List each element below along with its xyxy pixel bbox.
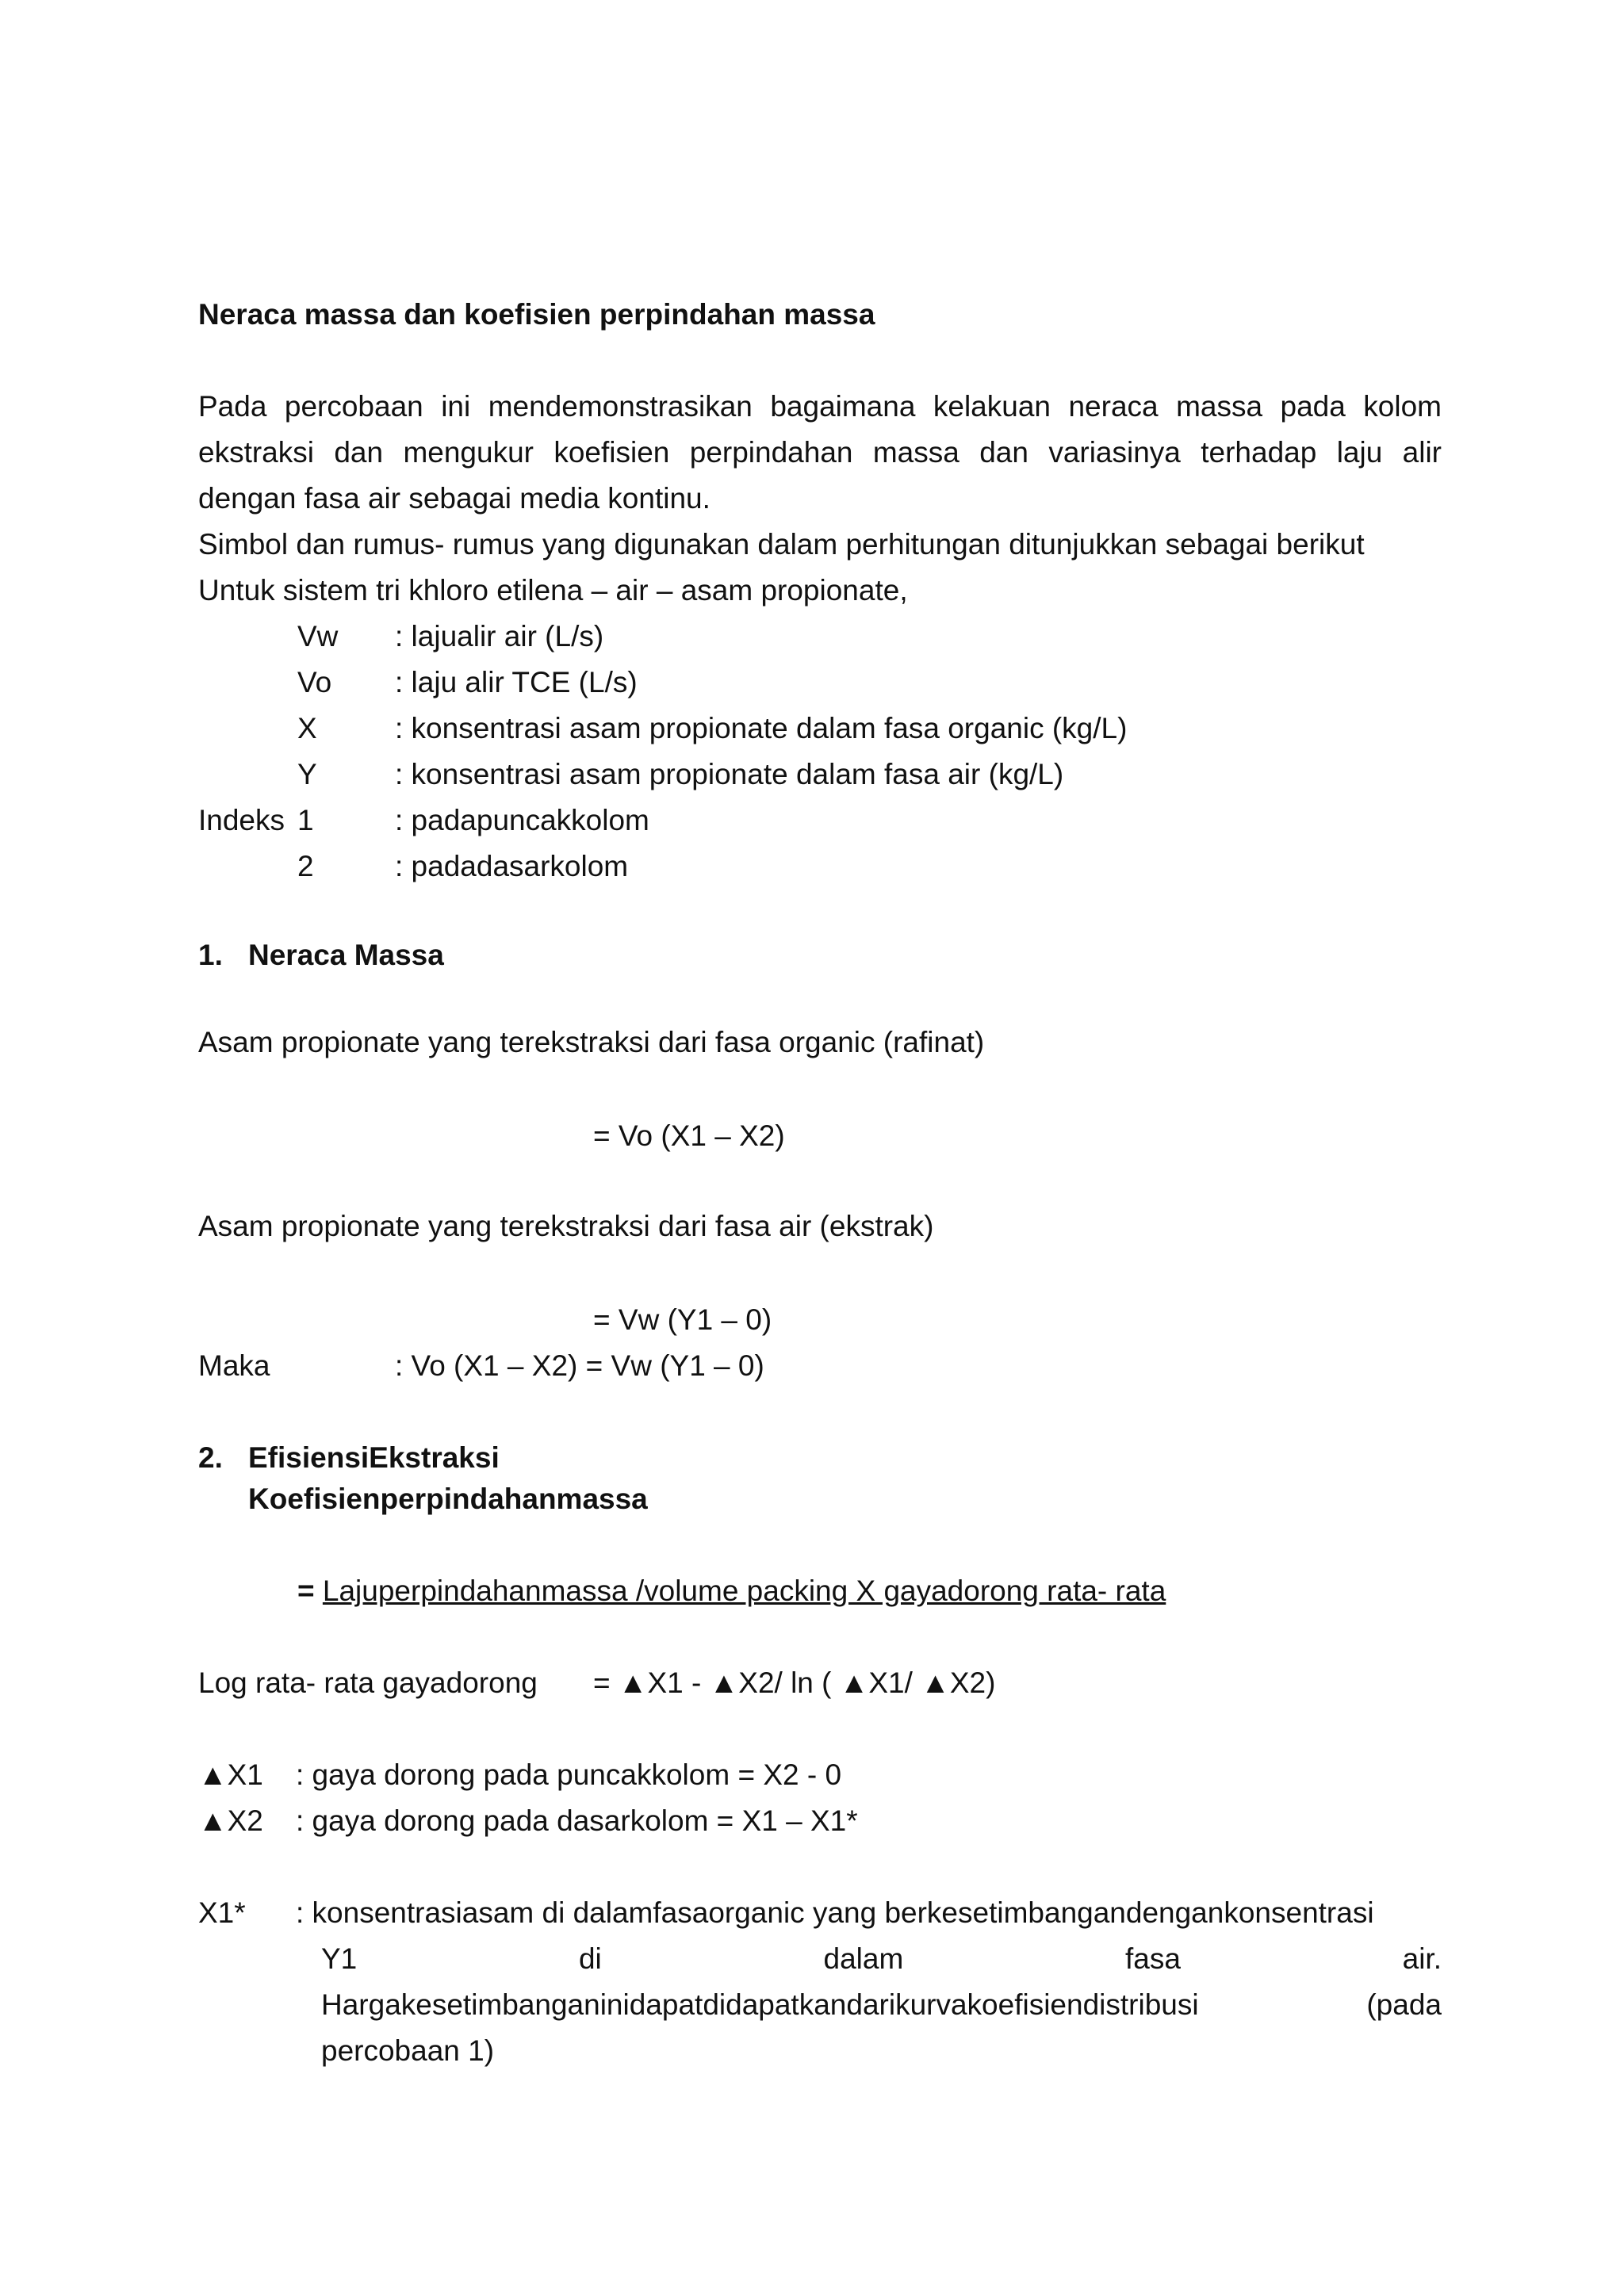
symbol-desc: : konsentrasi asam propionate dalam fasa air (kg/L) (395, 758, 1064, 790)
document-title: Neraca massa dan koefisien perpindahan massa (198, 298, 875, 331)
x1star-desc-line-4: percobaan 1) (321, 2034, 495, 2067)
symbol-desc: : lajualir air (L/s) (395, 620, 604, 652)
x1star-desc-line-3: Hargakesetimbanganinidapatdidapatkandarikurvakoefisiendistribusi (pada (321, 1988, 1442, 2021)
section-2-number: 2. (198, 1441, 223, 1474)
maka-equation: : Vo (X1 – X2) = Vw (Y1 – 0) (395, 1349, 764, 1382)
symbol-name: 1 (297, 804, 314, 836)
symbol-prefix: Indeks (198, 804, 285, 836)
x1star-symbol: X1* (198, 1896, 246, 1929)
dx2-desc: : gaya dorong pada dasarkolom = X1 – X1* (296, 1804, 858, 1837)
symbol-name: X (297, 712, 317, 744)
dx2-symbol: ▲X2 (198, 1804, 263, 1837)
maka-label: Maka (198, 1349, 270, 1382)
koefisien-formula: Lajuperpindahanmassa /volume packing X gayadorong rata- rata (322, 1575, 1166, 1607)
section-1-heading: Neraca Massa (248, 939, 444, 971)
symbol-name: Vo (297, 666, 332, 698)
x1star-desc-line-2: Y1 di dalam fasa air. (321, 1942, 1442, 1975)
ekstrak-equation: = Vw (Y1 – 0) (593, 1303, 772, 1336)
equals-sign: = (297, 1575, 315, 1607)
symbol-name: Y (297, 758, 317, 790)
symbol-desc: : konsentrasi asam propionate dalam fasa organic (kg/L) (395, 712, 1128, 744)
x1star-desc-line-1: : konsentrasiasam di dalamfasaorganic yang berkesetimbangandengankonsentrasi (296, 1896, 1374, 1929)
section-1-number: 1. (198, 939, 223, 971)
log-equation: = ▲X1 - ▲X2/ ln ( ▲X1/ ▲X2) (593, 1667, 996, 1699)
rafinat-text: Asam propionate yang terekstraksi dari fasa organic (rafinat) (198, 1026, 985, 1058)
section-2-subheading: Koefisienperpindahanmassa (248, 1483, 648, 1515)
rafinat-equation: = Vo (X1 – X2) (593, 1119, 785, 1152)
koefisien-equation (297, 1576, 1166, 1605)
intro-line-1: Pada percobaan ini mendemonstrasikan bagaimana kelakuan neraca massa pada kolom (198, 390, 1442, 423)
section-2-heading: EfisiensiEkstraksi (248, 1441, 500, 1474)
ekstrak-text: Asam propionate yang terekstraksi dari fasa air (ekstrak) (198, 1210, 934, 1242)
symbol-name: 2 (297, 850, 314, 882)
intro-line-2: ekstraksi dan mengukur koefisien perpindahan massa dan variasinya terhadap laju alir (198, 436, 1442, 469)
dx1-desc: : gaya dorong pada puncakkolom = X2 - 0 (296, 1758, 842, 1791)
symbol-desc: : padadasarkolom (395, 850, 629, 882)
symbol-desc: : laju alir TCE (L/s) (395, 666, 638, 698)
dx1-symbol: ▲X1 (198, 1758, 263, 1791)
symbol-name: Vw (297, 620, 339, 652)
sistem-line: Untuk sistem tri khloro etilena – air – asam propionate, (198, 574, 908, 607)
symbol-desc: : padapuncakkolom (395, 804, 649, 836)
intro-line-3: dengan fasa air sebagai media kontinu. (198, 482, 710, 515)
log-label: Log rata- rata gayadorong (198, 1667, 538, 1699)
simbol-line: Simbol dan rumus- rumus yang digunakan dalam perhitungan ditunjukkan sebagai berikut (198, 528, 1365, 561)
